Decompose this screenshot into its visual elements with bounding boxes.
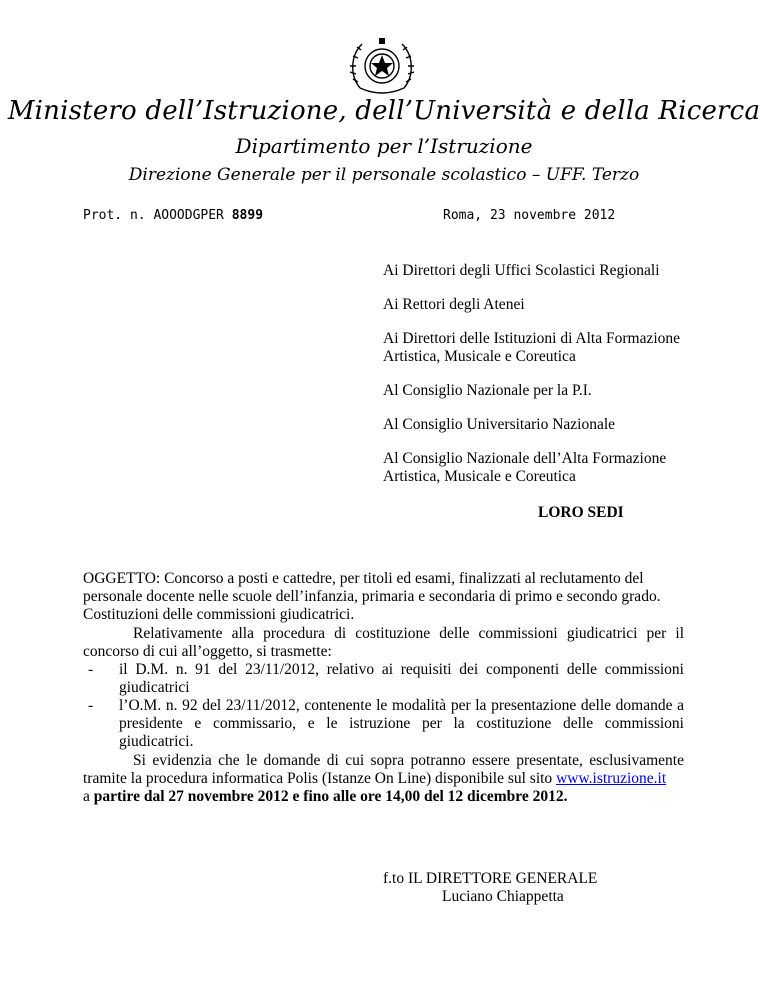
signature-block — [383, 870, 683, 906]
deadline-dates: partire dal 27 novembre 2012 e fino alle ore 14,00 del 12 dicembre 2012. — [93, 788, 568, 805]
republic-emblem-icon — [346, 36, 418, 98]
deadline-text — [83, 752, 684, 788]
document-date: Roma, 23 novembre 2012 — [443, 208, 616, 223]
department-title: Dipartimento per l’Istruzione — [235, 134, 533, 158]
recipient-item: Al Consiglio Nazionale per la P.I. — [383, 382, 592, 399]
recipients-block — [383, 262, 723, 502]
recipient-item: Al Consiglio Universitario Nazionale — [383, 416, 616, 433]
recipient-item: Ai Direttori degli Uffici Scolastici Regionali — [383, 262, 660, 279]
signature-name: Luciano Chiappetta — [442, 888, 564, 905]
body-section — [83, 625, 684, 751]
list-item — [83, 661, 684, 697]
directorate-title: Direzione Generale per il personale scolastico – UFF. Terzo — [128, 165, 640, 185]
protocol-line — [83, 208, 263, 223]
list-dash: - — [88, 661, 94, 678]
list-dash: - — [88, 697, 94, 714]
list-item-text: l’O.M. n. 92 del 23/11/2012, contenente le modalità per la presentazione delle domande a presidente e commissario, e le istruzione per la costituzione delle commissioni giudicatrici. — [119, 697, 684, 750]
protocol-label: Prot. n. AOOODGPER — [83, 208, 224, 223]
deadline-line — [83, 788, 684, 806]
protocol-number: 8899 — [231, 208, 264, 223]
ministry-title: Ministero dell’Istruzione, dell’Università e della Ricerca — [7, 96, 761, 126]
intro-paragraph: Relativamente alla procedura di costituzione delle commissioni giudicatrici per il concorso di cui all’oggetto, si trasmette: — [83, 625, 684, 660]
deadline-text-main: Si evidenzia che le domande di cui sopra potranno essere presentate, esclusivamente tramite la procedura informatica Polis (Istanze On Line) disponibile sul sito — [83, 752, 684, 787]
attachment-list — [83, 661, 684, 751]
signature-title: f.to IL DIRETTORE GENERALE — [383, 870, 598, 887]
list-item — [83, 697, 684, 751]
deadline-paragraph — [83, 752, 684, 806]
recipient-item: Al Consiglio Nazionale dell’Alta Formazione Artistica, Musicale e Coreutica — [383, 450, 667, 485]
loro-sedi: LORO SEDI — [538, 504, 624, 521]
recipient-item: Ai Direttori delle Istituzioni di Alta Formazione Artistica, Musicale e Coreutica — [383, 330, 681, 365]
subject-paragraph: OGGETTO: Concorso a posti e cattedre, per titoli ed esami, finalizzati al reclutamento del personale docente nelle scuole dell’infanzia, primaria e secondaria di primo e secondo grado. Costituzioni delle commissioni giudicatrici. — [83, 570, 661, 623]
recipient-item: Ai Rettori degli Atenei — [383, 296, 525, 313]
list-item-text: il D.M. n. 91 del 23/11/2012, relativo ai requisiti dei componenti delle commissioni giudicatrici — [119, 661, 684, 696]
istruzione-link[interactable]: www.istruzione.it — [556, 770, 667, 787]
deadline-prefix: a — [83, 788, 94, 805]
